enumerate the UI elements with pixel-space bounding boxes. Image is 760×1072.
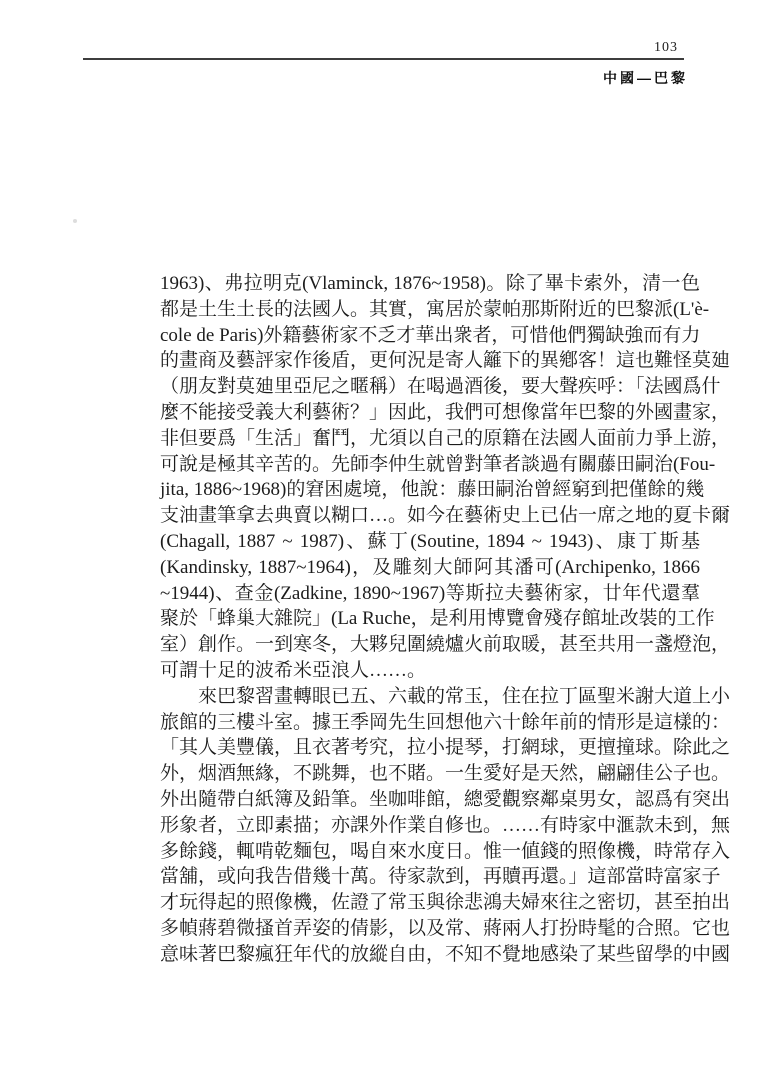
text-line: 外出隨帶白紙簿及鉛筆。坐咖啡館，總愛觀察鄰桌男女，認爲有突出 — [160, 788, 731, 810]
text-line: 「其人美豐儀，且衣著考究，拉小提琴，打網球，更擅撞球。除此之 — [160, 737, 731, 759]
text-line: 意味著巴黎瘋狂年代的放縱自由，不知不覺地感染了某些留學的中國 — [160, 943, 731, 965]
text-line: 室）創作。一到寒冬，大夥兒圍繞爐火前取暖，甚至共用一盞燈泡， — [160, 634, 731, 656]
text-line: 多幀蔣碧微搔首弄姿的倩影，以及常、蔣兩人打扮時髦的合照。它也 — [160, 917, 731, 939]
text-line: jita, 1886~1968)的窘困處境，他說：藤田嗣治曾經窮到把僅餘的幾 — [160, 479, 705, 501]
text-line: (Chagall, 1887 ~ 1987)、蘇丁(Soutine, 1894 ~ 1943)、康丁斯基 — [160, 530, 700, 552]
page-number: 103 — [654, 40, 678, 55]
text-line: 可說是極其辛苦的。先師李仲生就曾對筆者談過有關藤田嗣治(Fou- — [160, 453, 716, 475]
scan-speck — [73, 219, 77, 223]
text-line: 多餘錢，輒啃乾麵包，喝自來水度日。惟一値錢的照像機，時常存入 — [160, 840, 731, 862]
text-line: (Kandinsky, 1887~1964)，及雕刻大師阿其潘可(Archipenko, 1866 — [160, 556, 700, 578]
text-line: 都是土生土長的法國人。其實，寓居於蒙帕那斯附近的巴黎派(L'è- — [160, 298, 710, 320]
body-text-block — [160, 271, 731, 968]
text-line: 1963)、弗拉明克(Vlaminck, 1876~1958)。除了畢卡索外，清一色 — [160, 273, 700, 294]
running-title: 中國—巴黎 — [603, 70, 688, 86]
text-line: 非但要爲「生活」奮鬥，尤須以自己的原籍在法國人面前力爭上游， — [160, 427, 731, 449]
text-line: 可謂十足的波希米亞浪人……。 — [160, 659, 427, 681]
text-line: 聚於「蜂巢大雜院」(La Ruche，是利用博覽會殘存館址改裝的工作 — [160, 608, 715, 630]
text-line: ~1944)、查金(Zadkine, 1890~1967)等斯拉夫藝術家，廿年代還羣 — [160, 582, 700, 604]
text-line: 當舖，或向我告借幾十萬。待家款到，再贖再還。」這部當時富家子 — [160, 866, 721, 888]
text-line: 的畫商及藝評家作後盾，更何況是寄人籬下的異鄕客！這也難怪莫廸 — [160, 350, 731, 372]
text-line: 麼不能接受義大利藝術？」因此，我們可想像當年巴黎的外國畫家， — [160, 401, 731, 423]
text-line: （朋友對莫廸里亞尼之暱稱）在喝過酒後，要大聲疾呼：「法國爲什 — [160, 376, 721, 398]
text-line: 支油畫筆拿去典賣以糊口…。如今在藝術史上已佔一席之地的夏卡爾 — [160, 505, 731, 527]
text-line: 旅館的三樓斗室。據王季岡先生回想他六十餘年前的情形是這樣的： — [160, 711, 731, 733]
text-line: 來巴黎習畫轉眼已五、六載的常玉，住在拉丁區聖米謝大道上小 — [160, 685, 731, 707]
text-line: 外，烟酒無緣，不跳舞，也不賭。一生愛好是天然，翩翩佳公子也。 — [160, 763, 731, 785]
text-line: cole de Paris)外籍藝術家不乏才華出衆者，可惜他們獨缺強而有力 — [160, 324, 701, 346]
header-rule — [83, 58, 684, 60]
text-line: 形象者，立即素描；亦課外作業自修也。……有時家中滙款未到，無 — [160, 814, 731, 836]
text-line: 才玩得起的照像機，佐證了常玉與徐悲鴻夫婦來往之密切，甚至拍出 — [160, 892, 731, 914]
